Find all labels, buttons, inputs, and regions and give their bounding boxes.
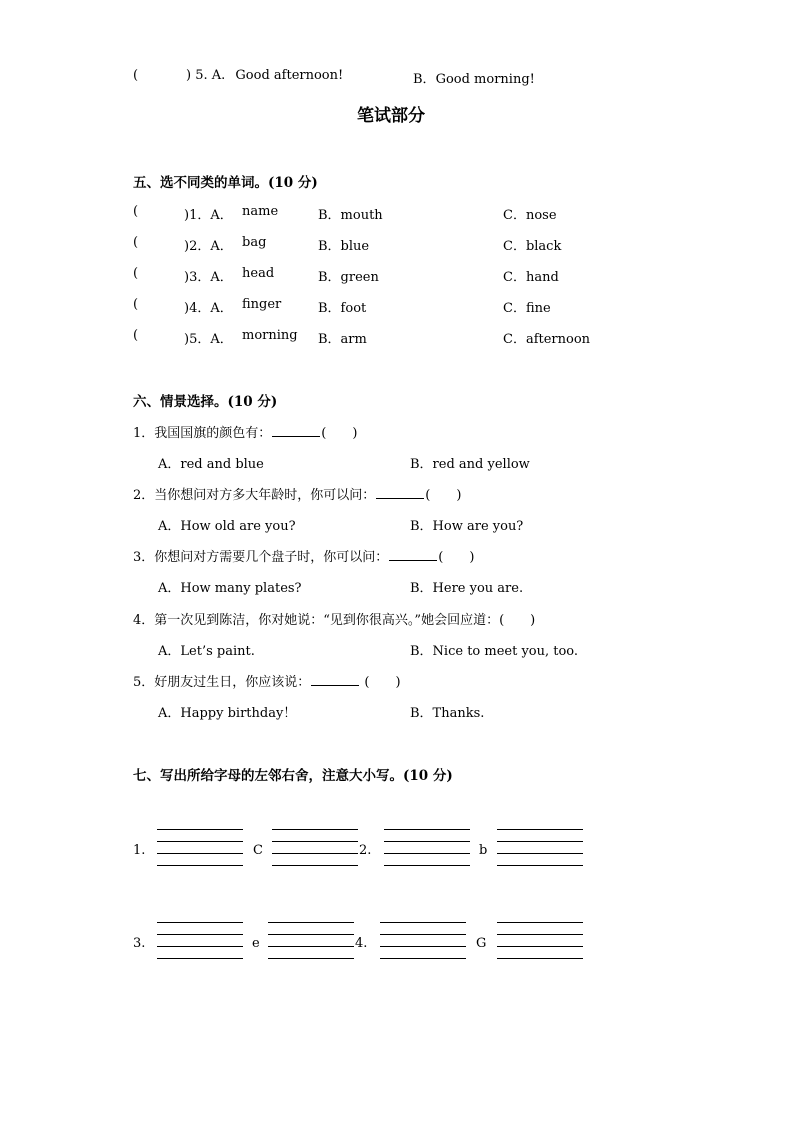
option-a: Good afternoon! <box>235 68 344 83</box>
option-b: B．Thanks. <box>410 706 485 721</box>
option-a: A．red and blue <box>158 457 264 472</box>
top-question-option-b: B．Good morning! <box>413 72 535 87</box>
row2-letter1: e <box>252 936 260 951</box>
option-c: C．hand <box>503 270 559 285</box>
option-b: B．foot <box>318 301 367 316</box>
answer-blank[interactable] <box>389 549 437 561</box>
option-b: B．red and yellow <box>410 457 530 472</box>
writing-line[interactable] <box>157 841 243 842</box>
writing-line[interactable] <box>497 829 583 830</box>
writing-line[interactable] <box>497 841 583 842</box>
writing-line[interactable] <box>384 841 470 842</box>
writing-line[interactable] <box>380 922 466 923</box>
question <box>133 671 401 690</box>
writing-line[interactable] <box>272 829 358 830</box>
writing-line[interactable] <box>157 922 243 923</box>
option-a: finger <box>242 297 282 312</box>
item-number: )3．A． <box>184 270 233 285</box>
option-a: A．How many plates? <box>158 581 302 596</box>
question-text: 3．你想问对方需要几个盘子时，你可以问： <box>133 550 389 565</box>
question-text: 2．当你想问对方多大年龄时，你可以问： <box>133 488 376 503</box>
option-a: head <box>242 266 275 281</box>
answer-paren-open: ( <box>133 266 139 281</box>
question-text: 1．我国国旗的颜色有： <box>133 426 272 441</box>
row1-letter2: b <box>479 843 488 858</box>
option-a: name <box>242 204 279 219</box>
answer-blank[interactable] <box>311 674 359 686</box>
question <box>133 609 535 628</box>
question-label: 5. A. <box>195 68 226 83</box>
writing-line[interactable] <box>384 829 470 830</box>
question-text: 5．好朋友过生日，你应该说： <box>133 675 311 690</box>
option-b: B．How are you? <box>410 519 524 534</box>
option-b: B．mouth <box>318 208 383 223</box>
writing-line[interactable] <box>268 922 354 923</box>
option-b: B．blue <box>318 239 370 254</box>
writing-line[interactable] <box>384 865 470 866</box>
writing-line[interactable] <box>268 946 354 947</box>
section6-title: 六、情景选择。(10 分) <box>133 394 278 410</box>
writing-line[interactable] <box>497 934 583 935</box>
answer-paren-open: ( <box>133 204 139 219</box>
writing-line[interactable] <box>497 958 583 959</box>
writing-line[interactable] <box>497 865 583 866</box>
section7-title: 七、写出所给字母的左邻右舍，注意大小写。(10 分) <box>133 768 453 784</box>
item-number: )1．A． <box>184 208 233 223</box>
top-question-paren-close: ) 5. A. Good afternoon! <box>186 68 344 83</box>
writing-line[interactable] <box>384 853 470 854</box>
row1-num2: 2. <box>359 843 372 858</box>
option-a: A．How old are you? <box>158 519 296 534</box>
item-number: )2．A． <box>184 239 233 254</box>
option-c: C．black <box>503 239 562 254</box>
option-b: B．green <box>318 270 379 285</box>
option-a: bag <box>242 235 267 250</box>
row1-num1: 1. <box>133 843 146 858</box>
answer-paren-open: ( <box>133 297 139 312</box>
answer-blank[interactable] <box>376 487 424 499</box>
writing-line[interactable] <box>380 958 466 959</box>
option-c: C．fine <box>503 301 551 316</box>
writing-line[interactable] <box>497 946 583 947</box>
answer-paren: ( ) <box>438 550 475 565</box>
top-question <box>133 68 138 83</box>
row1-letter1: C <box>253 843 263 858</box>
row2-num2: 4. <box>355 936 368 951</box>
writing-line[interactable] <box>272 853 358 854</box>
writing-line[interactable] <box>268 958 354 959</box>
answer-paren-open: ( <box>133 328 139 343</box>
answer-paren: ( ) <box>425 488 462 503</box>
answer-blank[interactable] <box>272 425 320 437</box>
item-number: )4．A． <box>184 301 233 316</box>
question <box>133 546 474 565</box>
option-b: B．Nice to meet you, too. <box>410 644 579 659</box>
answer-paren-open: ( <box>133 68 139 83</box>
answer-paren: ( ) <box>321 426 358 441</box>
writing-line[interactable] <box>497 853 583 854</box>
question-text: 4．第一次见到陈洁，你对她说：“见到你很高兴。”她会回应道：( ) <box>133 613 536 628</box>
option-a: morning <box>242 328 298 343</box>
answer-paren: ( ) <box>360 675 401 690</box>
writing-line[interactable] <box>272 841 358 842</box>
option-a: A．Let’s paint. <box>158 644 255 659</box>
writing-line[interactable] <box>157 865 243 866</box>
option-a: A．Happy birthday！ <box>158 706 297 721</box>
section5-title: 五、选不同类的单词。(10 分) <box>133 175 318 191</box>
row2-letter2: G <box>476 936 487 951</box>
answer-paren-open: ( <box>133 235 139 250</box>
option-c: C．nose <box>503 208 557 223</box>
part-title: 笔试部分 <box>357 106 425 126</box>
option-c: C．afternoon <box>503 332 591 347</box>
option-b: B．arm <box>318 332 367 347</box>
question <box>133 484 461 503</box>
row2-num1: 3. <box>133 936 146 951</box>
writing-line[interactable] <box>157 946 243 947</box>
question <box>133 422 357 441</box>
option-b: B．Here you are. <box>410 581 524 596</box>
writing-line[interactable] <box>380 946 466 947</box>
writing-line[interactable] <box>157 853 243 854</box>
writing-line[interactable] <box>157 958 243 959</box>
writing-line[interactable] <box>272 865 358 866</box>
item-number: )5．A． <box>184 332 233 347</box>
writing-line[interactable] <box>157 934 243 935</box>
writing-line[interactable] <box>157 829 243 830</box>
writing-line[interactable] <box>268 934 354 935</box>
writing-line[interactable] <box>380 934 466 935</box>
writing-line[interactable] <box>497 922 583 923</box>
